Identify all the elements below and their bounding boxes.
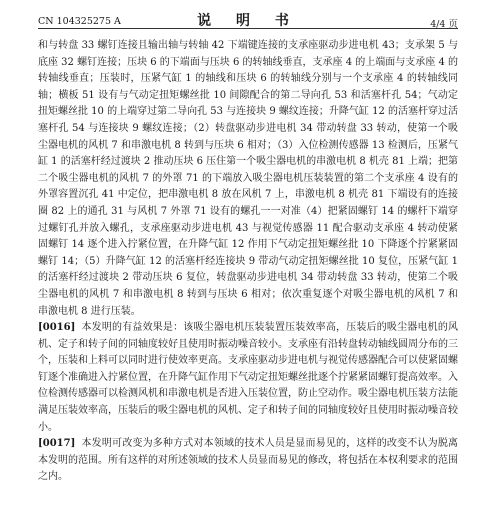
document-title: 说 明 书	[197, 13, 299, 29]
page-number: 4/4 页	[430, 19, 458, 30]
header-rule	[38, 28, 458, 29]
paragraph-number: [0016]	[38, 322, 76, 334]
paragraph-0016	[38, 320, 458, 436]
paragraph-text: 和与转盘 33 螺钉连接且输出轴与转轴 42 下端键连接的支承座驱动步进电机 43；支承架 5 与底座 32 螺钉连接；压块 6 的下端面与压块 6 的转轴线垂直，支承座 4 的上端面与支承座 4 的转轴线垂直；压装时，压紧气缸 1 的轴线和压块 6 的转轴线分别与一个支承座 4 的转轴线同轴；横板 51 设有与气动定扭矩螺丝批 10 间隙配合的第二导向孔 53 和活塞杆孔 54；气动定扭矩螺丝批 10 的上端穿过第二导向孔 53 与连接块 9 螺纹连接；升降气缸 12 的活塞杆穿过活塞杆孔 54 与连接块 9 螺纹连接；（2）转盘驱动步进电机 34 带动转盘 33 转动，使第一个吸尘器电机的风机 7 和串激电机 8 转到与压块 6 相对；（3）入位检测传感器 13 检测后，压紧气缸 1 的活塞杆经过渡块 2 推动压块 6 压住第一个吸尘器电机的串激电机 8 机壳 81 上端；把第二个吸尘器电机的风机 7 的外罩 71 的下端放入吸尘器电机压装装置的第二个支承座 4 设有的外罩容置沉孔 41 中定位，把串激电机 8 放在风机 7 上，串激电机 8 机壳 81 下端设有的连接圈 82 上的通孔 31 与风机 7 外罩 71 设有的螺孔一一对准（4）把紧固螺钉 14 的螺杆下端穿过螺钉孔并放入螺孔，支承座驱动步进电机 43 与视觉传感器 11 配合驱动支承座 4 转动使紧固螺钉 14 逐个进入拧紧位置，在升降气缸 12 作用下气动定扭矩螺丝批 10 下降逐个拧紧紧固螺钉 14；（5）升降气缸 12 的活塞杆经连接块 9 带动气动定扭矩螺丝批 10 复位，压紧气缸 1 的活塞杆经过渡块 2 带动压块 6 复位，转盘驱动步进电机 34 带动转盘 33 转动，使第二个吸尘器电机的风机 7 和串激电机 8 转到与压块 6 相对；依次重复逐个对吸尘器电机的风机 7 和串激电机 8 进行压装。	[38, 40, 458, 317]
document-number: CN 104325275 A	[38, 16, 121, 27]
document-body	[38, 38, 458, 486]
paragraph-text: 本发明可改变为多种方式对本领域的技术人员是显而易见的，这样的改变不认为脱离本发明的范围。所有这样的对所述领域的技术人员显而易见的修改，将包括在本权利要求的范围之内。	[38, 438, 458, 483]
paragraph-0017	[38, 436, 458, 486]
paragraph-continued	[38, 38, 458, 320]
page-header	[38, 10, 458, 30]
paragraph-number: [0017]	[38, 438, 76, 450]
paragraph-text: 本发明的有益效果是：该吸尘器电机压装装置压装效率高，压装后的吸尘器电机的风机、定子和转子间的同轴度较好且使用时振动噪音较小。支承座有沿转盘转动轴线圆周分布的三个，压装和上料可以同时进行使效率更高。支承座驱动步进电机与视觉传感器配合可以使紧固螺钉逐个准确进入拧紧位置，在升降气缸作用下气动定扭矩螺丝批逐个拧紧紧固螺钉提高效率。入位检测传感器可以检测风机和串激电机是否进入压装位置，防止空动作。吸尘器电机压装方法能满足压装效率高，压装后的吸尘器电机的风机、定子和转子间的同轴度较好且使用时振动噪音较小。	[38, 322, 458, 433]
